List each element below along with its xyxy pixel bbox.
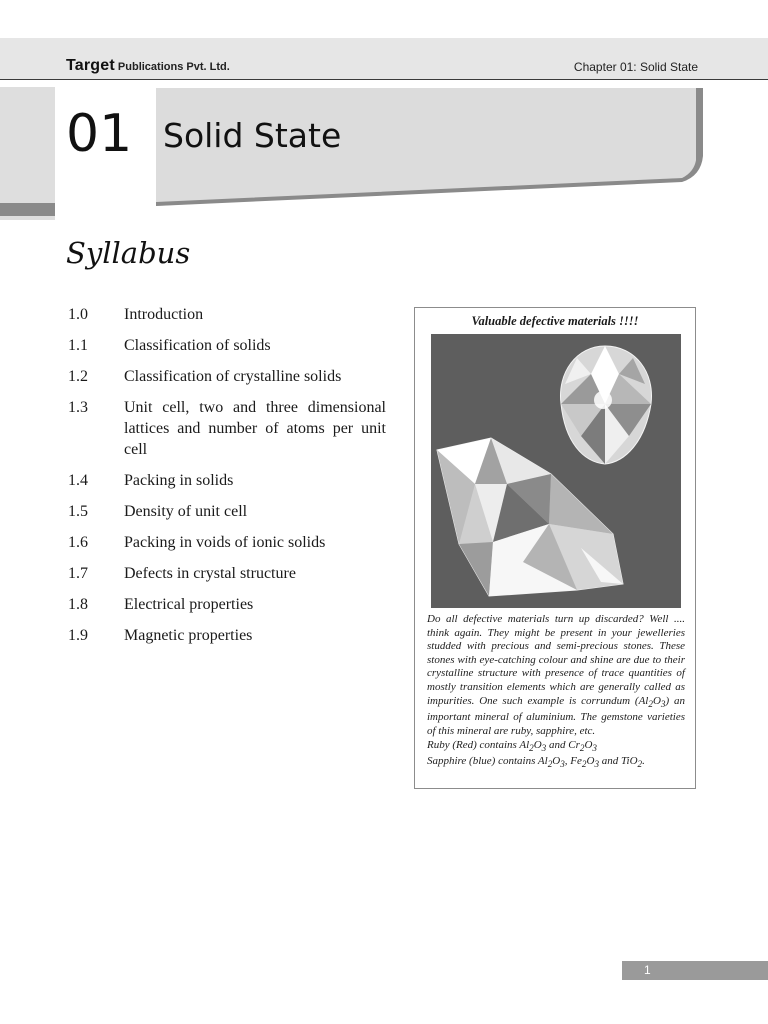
- syllabus-item-text: Density of unit cell: [124, 503, 248, 520]
- subscript: 3: [541, 742, 547, 753]
- info-box-caption: [427, 613, 685, 772]
- chapter-title: Solid State: [163, 116, 342, 155]
- syllabus-item-number: 1.4: [68, 472, 88, 489]
- gemstones-image: [431, 334, 681, 608]
- syllabus-item: [68, 470, 386, 491]
- caption-text: Ruby (Red) contains Al: [427, 738, 530, 751]
- subscript: 3: [660, 698, 666, 709]
- syllabus-item-text: Packing in voids of ionic solids: [124, 534, 326, 551]
- ruby-formula-line: [427, 739, 685, 756]
- syllabus-item-text: Unit cell, two and three dimensional lattices and number of atoms per unit cell: [124, 399, 386, 458]
- running-chapter-title: Chapter 01: Solid State: [573, 60, 698, 74]
- syllabus-item: [68, 366, 386, 387]
- subscript: 3: [560, 759, 565, 770]
- chapter-number-tab: [0, 87, 55, 220]
- subscript: 2: [637, 759, 643, 770]
- syllabus-item: [68, 532, 386, 553]
- caption-text: O: [652, 694, 661, 707]
- syllabus-item-text: Introduction: [124, 306, 204, 323]
- syllabus-list: [68, 304, 386, 656]
- caption-text: ) an important mineral of aluminium. The gemstone varieties of this mineral are ruby, sapphire, etc.: [427, 694, 685, 737]
- syllabus-item-number: 1.9: [68, 627, 88, 644]
- syllabus-item: [68, 501, 386, 522]
- page-number-bar: [622, 961, 768, 980]
- subscript: 3: [594, 759, 600, 770]
- caption-paragraph: [427, 613, 685, 739]
- sapphire-formula-line: [427, 755, 685, 772]
- brand-name: Target: [66, 57, 115, 74]
- subscript: 2: [547, 759, 553, 770]
- syllabus-item-number: 1.1: [68, 337, 88, 354]
- syllabus-item-text: Packing in solids: [124, 472, 234, 489]
- caption-text: , Fe: [564, 755, 582, 768]
- syllabus-item: [68, 335, 386, 356]
- syllabus-item-number: 1.0: [68, 306, 88, 323]
- caption-text: O: [586, 755, 595, 768]
- caption-text: and TiO: [599, 755, 638, 768]
- syllabus-heading: Syllabus: [66, 236, 191, 270]
- syllabus-item-text: Defects in crystal structure: [124, 565, 296, 582]
- page-header: [0, 38, 768, 80]
- info-box-title: Valuable defective materials !!!!: [471, 314, 639, 328]
- caption-text: O: [552, 755, 561, 768]
- caption-text: and Cr: [546, 738, 580, 751]
- tab-shadow-strip: [0, 203, 55, 216]
- subscript: 3: [592, 742, 597, 753]
- caption-text: O: [533, 738, 542, 751]
- syllabus-item-text: Classification of crystalline solids: [124, 368, 342, 385]
- syllabus-item: [68, 594, 386, 615]
- syllabus-item: [68, 304, 386, 325]
- syllabus-item-number: 1.3: [68, 399, 88, 416]
- subscript: 2: [529, 742, 534, 753]
- caption-text: O: [584, 738, 593, 751]
- info-box: [414, 307, 696, 789]
- brand-subtitle: Publications Pvt. Ltd.: [117, 61, 230, 73]
- chapter-number: 01: [66, 104, 133, 164]
- syllabus-item: [68, 625, 386, 646]
- caption-text: Sapphire (blue) contains Al: [427, 755, 548, 768]
- syllabus-item-text: Classification of solids: [124, 337, 271, 354]
- subscript: 2: [581, 759, 587, 770]
- syllabus-item-number: 1.6: [68, 534, 88, 551]
- syllabus-item: [68, 397, 386, 460]
- caption-text: .: [642, 755, 645, 768]
- syllabus-item-number: 1.7: [68, 565, 88, 582]
- subscript: 2: [579, 742, 585, 753]
- subscript: 2: [648, 698, 653, 709]
- page-number: 1: [644, 963, 651, 977]
- syllabus-item-text: Magnetic properties: [124, 627, 253, 644]
- syllabus-item-number: 1.2: [68, 368, 88, 385]
- caption-text: Do all defective materials turn up discarded? Well .... think again. They might be present in your jewelleries studded with precious and semi-precious stones. These stones with eye-catching colour and shine are due to their crystalline structure with presence of trace quantities of mostly transition elements which are generally called as impurities. One such example is corrundum (Al: [427, 613, 685, 707]
- syllabus-item-number: 1.8: [68, 596, 88, 613]
- syllabus-item: [68, 563, 386, 584]
- publisher-brand: [66, 57, 230, 75]
- syllabus-item-number: 1.5: [68, 503, 88, 520]
- syllabus-item-text: Electrical properties: [124, 596, 254, 613]
